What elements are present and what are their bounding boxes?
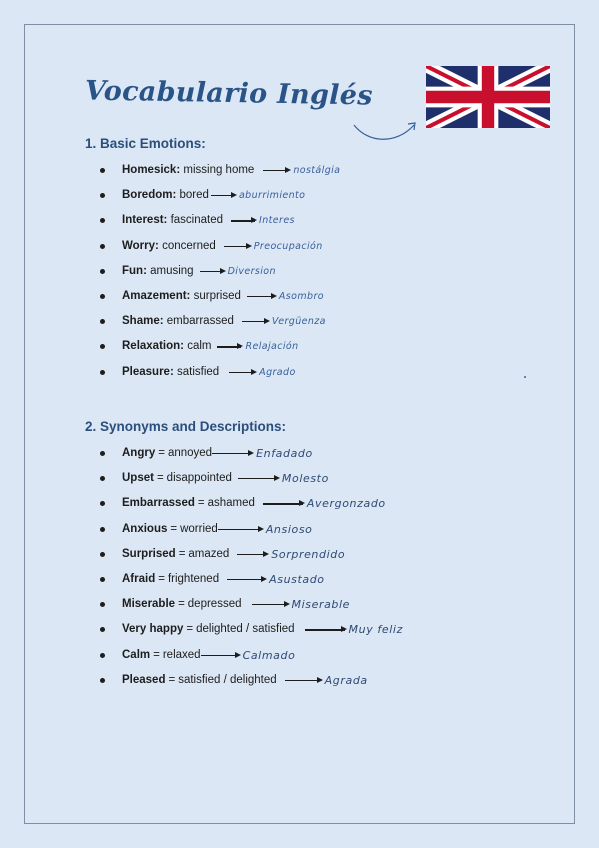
equals-sign: = [178, 598, 185, 611]
description: satisfied [176, 365, 220, 378]
description: satisfied / delighted [178, 673, 277, 686]
basic-emotions-list [100, 158, 560, 385]
list-item [100, 441, 560, 466]
equals-sign: = [186, 623, 194, 636]
translation: aburrimiento [238, 190, 306, 202]
bullet [100, 193, 105, 198]
term: Boredom: [122, 189, 177, 202]
equals-sign: = [153, 648, 160, 661]
description: disappointed [166, 472, 232, 485]
equals-sign: = [158, 572, 165, 585]
list-item [100, 668, 560, 693]
term: Upset [122, 472, 154, 485]
translation: Asombro [278, 290, 324, 302]
equals-sign: = [158, 447, 165, 459]
bullet [100, 168, 105, 173]
list-item [100, 234, 560, 259]
bullet [100, 370, 105, 375]
bullet [100, 552, 105, 557]
arrow-icon [285, 680, 321, 681]
term: Surprised [122, 547, 176, 560]
arrow-icon [227, 579, 265, 580]
description: relaxed [162, 648, 201, 661]
bullet [100, 501, 105, 506]
list-item [100, 158, 560, 183]
bullet [100, 269, 105, 274]
description: delighted / satisfied [196, 623, 295, 636]
arrow-icon [238, 478, 278, 479]
description: calm [187, 340, 212, 353]
translation: Muy feliz [348, 623, 403, 637]
description: depressed [187, 598, 242, 611]
translation: Avergonzado [306, 497, 386, 511]
term: Afraid [122, 572, 156, 585]
translation: Sorprendido [271, 547, 346, 561]
description: annoyed [167, 447, 213, 459]
arrow-icon [247, 296, 275, 297]
arrow-icon [201, 655, 239, 656]
translation: Diversion [227, 265, 276, 277]
term: Fun: [122, 264, 147, 277]
equals-sign: = [168, 673, 176, 686]
stray-dot [524, 376, 526, 378]
list-item [100, 466, 560, 491]
translation: Molesto [281, 472, 329, 486]
arrow-icon [211, 195, 235, 196]
arrow-icon [263, 170, 289, 171]
list-item [100, 491, 560, 516]
union-jack-flag [426, 66, 550, 128]
translation: Relajación [245, 341, 299, 353]
equals-sign: = [178, 547, 186, 560]
bullet [100, 344, 105, 349]
list-item [100, 643, 560, 668]
term: Anxious [122, 522, 168, 535]
translation: Enfadado [256, 447, 313, 460]
arrow-icon [212, 453, 252, 454]
term: Angry [122, 447, 156, 459]
description: amusing [150, 264, 194, 277]
bullet [100, 577, 105, 582]
arrow-icon [217, 346, 241, 347]
equals-sign: = [197, 497, 205, 510]
bullet [100, 451, 105, 456]
translation: Preocupación [253, 240, 323, 252]
term: Miserable [122, 598, 176, 611]
list-item [100, 259, 560, 284]
list-item [100, 360, 560, 385]
list-item [100, 542, 560, 567]
description: concerned [162, 239, 216, 252]
bullet [100, 294, 105, 299]
arrow-icon [229, 372, 255, 373]
list-item [100, 183, 560, 208]
translation: Ansioso [265, 522, 313, 536]
list-item [100, 592, 560, 617]
equals-sign: = [170, 522, 178, 535]
equals-sign: = [156, 472, 164, 485]
bullet [100, 678, 105, 683]
bullet [100, 602, 105, 607]
term: Homesick: [122, 164, 181, 176]
description: worried [180, 522, 218, 535]
translation: Agrada [324, 673, 368, 687]
curved-arrow-icon [350, 115, 422, 145]
bullet [100, 527, 105, 532]
term: Amazement: [122, 289, 191, 302]
description: bored [179, 189, 209, 202]
translation: Calmado [242, 648, 296, 662]
term: Embarrassed [122, 497, 195, 510]
term: Pleasure: [122, 365, 174, 378]
list-item [100, 517, 560, 542]
translation: Interes [259, 215, 295, 227]
description: ashamed [207, 497, 255, 510]
arrow-icon [218, 529, 262, 530]
bullet [100, 319, 105, 324]
bullet [100, 476, 105, 481]
arrow-icon [224, 246, 250, 247]
term: Pleased [122, 673, 166, 686]
bullet [100, 653, 105, 658]
translation: Agrado [259, 366, 296, 378]
description: frightened [167, 572, 220, 585]
arrow-icon [200, 271, 224, 272]
section-heading-synonyms: 2. Synonyms and Descriptions: [85, 419, 287, 434]
term: Shame: [122, 315, 164, 328]
term: Relaxation: [122, 340, 184, 353]
bullet [100, 244, 105, 249]
description: embarrassed [166, 315, 234, 328]
arrow-icon [231, 220, 255, 221]
arrow-icon [305, 629, 345, 630]
term: Worry: [122, 239, 159, 252]
arrow-icon [252, 604, 288, 605]
term: Interest: [122, 214, 168, 227]
description: amazed [188, 547, 230, 560]
bullet [100, 218, 105, 223]
term: Very happy [122, 623, 184, 636]
section-heading-basic-emotions: 1. Basic Emotions: [85, 136, 206, 151]
synonyms-list [100, 441, 560, 693]
description: fascinated [170, 214, 224, 227]
arrow-icon [263, 503, 303, 504]
translation: Asustado [269, 572, 325, 586]
list-item [100, 567, 560, 592]
description: missing home [183, 164, 255, 176]
bullet [100, 627, 105, 632]
description: surprised [193, 289, 241, 302]
translation: nostálgia [293, 165, 341, 176]
list-item [100, 284, 560, 309]
list-item [100, 334, 560, 359]
list-item [100, 617, 560, 642]
translation: Miserable [291, 598, 351, 612]
list-item [100, 309, 560, 334]
arrow-icon [237, 554, 267, 555]
page-title: Vocabulario Inglés [84, 75, 373, 112]
list-item [100, 208, 560, 233]
arrow-icon [242, 321, 268, 322]
translation: Vergüenza [271, 316, 326, 328]
term: Calm [122, 648, 151, 661]
